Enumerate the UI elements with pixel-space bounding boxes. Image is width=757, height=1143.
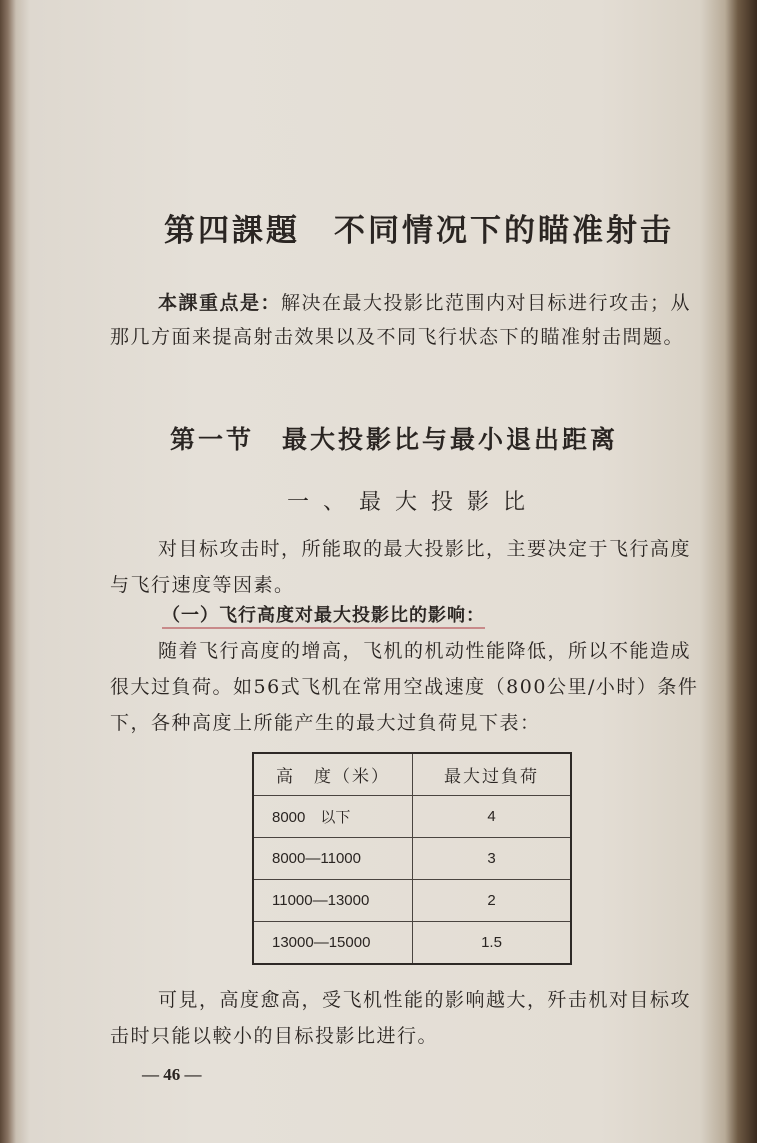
- table-cell-overload: 1.5: [413, 922, 572, 965]
- paragraph-3: 可見，高度愈高，受飞机性能的影响越大，歼击机对目标攻击时只能以較小的目标投影比进行。: [110, 989, 692, 1047]
- table-header-altitude: 高 度（米）: [253, 753, 413, 796]
- table-cell-altitude: 11000—13000: [253, 880, 413, 922]
- table-row: [253, 922, 571, 965]
- point-heading: [162, 601, 662, 627]
- table-cell-overload: 2: [413, 880, 572, 922]
- paragraph-2: 随着飞行高度的增高，飞机的机动性能降低，所以不能造成很大过負荷。如56式飞机在常用空战速度（800公里/小时）条件下，各种高度上所能产生的最大过負荷見下表：: [110, 640, 699, 734]
- key-point-label: 本課重点是：: [158, 292, 282, 314]
- table-cell-overload: 3: [413, 838, 572, 880]
- key-point-text: 解决在最大投影比范围内对目标进行攻击；从那几方面来提高射击效果以及不同飞行状态下的瞄准射击問题。: [110, 292, 692, 348]
- point-heading-text: （一）飞行高度对最大投影比的影响：: [162, 605, 485, 629]
- table-cell-altitude: 8000 以下: [253, 796, 413, 838]
- table-row: [253, 838, 571, 880]
- table-cell-overload: 4: [413, 796, 572, 838]
- page-number: — 46 —: [142, 1065, 202, 1084]
- subsection-title: 一、最大投影比: [287, 490, 540, 515]
- section-title: 第一节 最大投影比与最小退出距离: [170, 425, 619, 454]
- overload-table: [252, 752, 572, 965]
- table-header-overload: 最大过負荷: [413, 753, 572, 796]
- table-row: [253, 796, 571, 838]
- table-row: [253, 880, 571, 922]
- key-point-paragraph: [110, 286, 708, 354]
- book-page: [22, 0, 732, 1143]
- table-cell-altitude: 8000—11000: [253, 838, 413, 880]
- paragraph-1: 对目标攻击时，所能取的最大投影比，主要决定于飞行高度与飞行速度等因素。: [110, 538, 692, 596]
- chapter-title: 第四課題 不同情况下的瞄准射击: [164, 213, 674, 249]
- table-cell-altitude: 13000—15000: [253, 922, 413, 965]
- table-header-row: [253, 753, 571, 796]
